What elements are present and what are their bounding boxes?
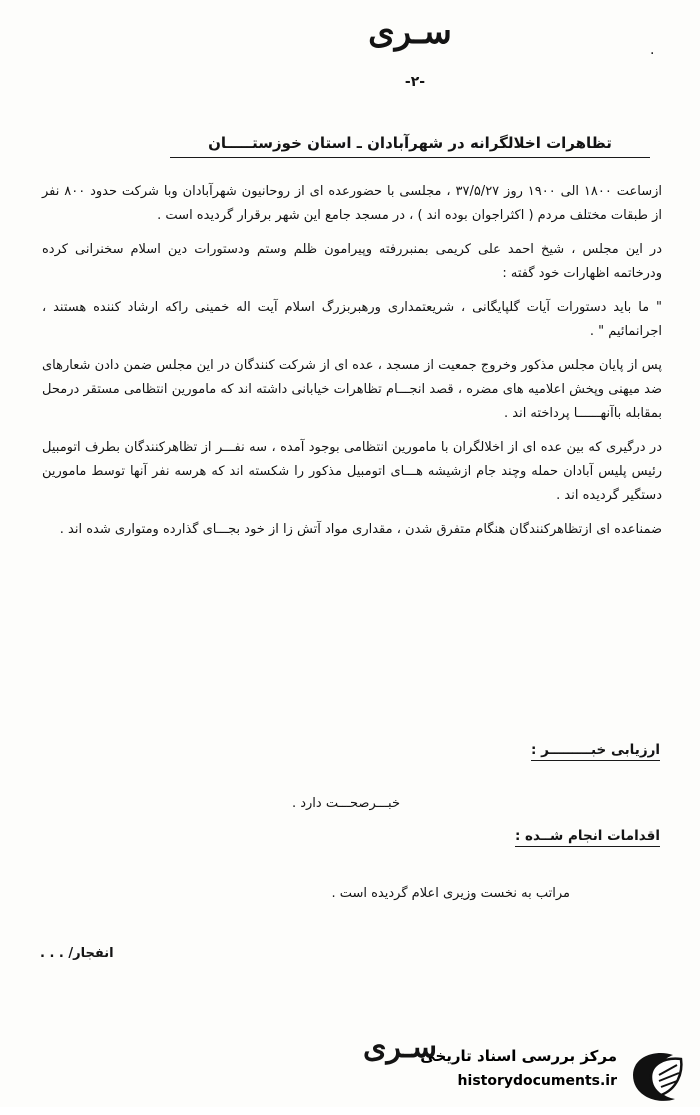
actions-label-text: اقدامات انجام شــده : (515, 828, 660, 847)
page-number: -۲- (404, 74, 426, 90)
classification-stamp-bottom: سـرى (363, 1030, 437, 1065)
paragraph: ضمناعده ای ازتظاهرکنندگان هنگام متفرق شدن ، مقداری مواد آتش زا از خود بجـــای گذارده ومتواری شده اند . (59, 522, 662, 537)
document-body (42, 180, 662, 552)
watermark (405, 1045, 695, 1115)
watermark-url: historydocuments.ir (457, 1073, 617, 1089)
watermark-name: مرکز بررسی اسناد تاریخی (420, 1047, 617, 1065)
classification-stamp-top: سـرى (368, 12, 452, 52)
paragraph: " ما باید دستورات آیات گلپایگانی ، شریعتمداری ورهبربزرگ اسلام آیت اله خمینی راکه ارشاد کننده هستند ، اجرانمائیم " . (42, 300, 662, 339)
paragraph: در این مجلس ، شیخ احمد علی کریمی بمنبررفته وپیرامون ظلم وستم ودستورات دین اسلام سخنرانی کرده ودرخاتمه اظهارات خود گفته : (42, 242, 662, 281)
assessment-label-text: ارزیابی خبـــــــــر : (531, 742, 660, 761)
actions-text: مراتب به نخست وزیری اعلام گردیده است . (331, 886, 570, 901)
assessment-text: خبـــرصحـــت دارد . (291, 796, 400, 811)
archive-logo-icon (625, 1045, 691, 1105)
edge-mark: . (650, 42, 655, 58)
actions-label (515, 828, 660, 844)
document-title: تظاهرات اخلالگرانه در شهرآبادان ـ استان خوزستـــــان (170, 134, 650, 158)
assessment-label (531, 742, 660, 758)
dispatch-reference: انفجار/ . . . (40, 946, 114, 961)
paragraph: ازساعت ۱۸۰۰ الی ۱۹۰۰ روز ۳۷/۵/۲۷ ، مجلسی با حضورعده ای از روحانیون شهرآبادان وبا شرکت حدود ۸۰۰ نفر از طبقات مختلف مردم ( اکثراجوان بوده اند ) ، در مسجد جامع این شهر برقرار گردیده است . (42, 184, 662, 223)
paragraph: پس از پایان مجلس مذکور وخروج جمعیت از مسجد ، عده ای از شرکت کنندگان در این مجلس ضمن دادن شعارهای ضد میهنی وپخش اعلامیه های مضره ، قصد انجـــام تظاهرات خیابانی داشته اند که مامورین انتظامی مستقر درمحل بمقابله باآنهــــــا پرداخته اند . (42, 358, 662, 421)
paragraph: در درگیری که بین عده ای از اخلالگران با مامورین انتظامی بوجود آمده ، سه نفـــر از تظاهرکنندگان بطرف اتومبیل رئیس پلیس آبادان حمله وچند جام ازشیشه هـــای اتومبیل مذکور را شکسته اند که هرسه نفر آنها توسط مامورین دستگیر گردیده اند . (42, 440, 662, 503)
